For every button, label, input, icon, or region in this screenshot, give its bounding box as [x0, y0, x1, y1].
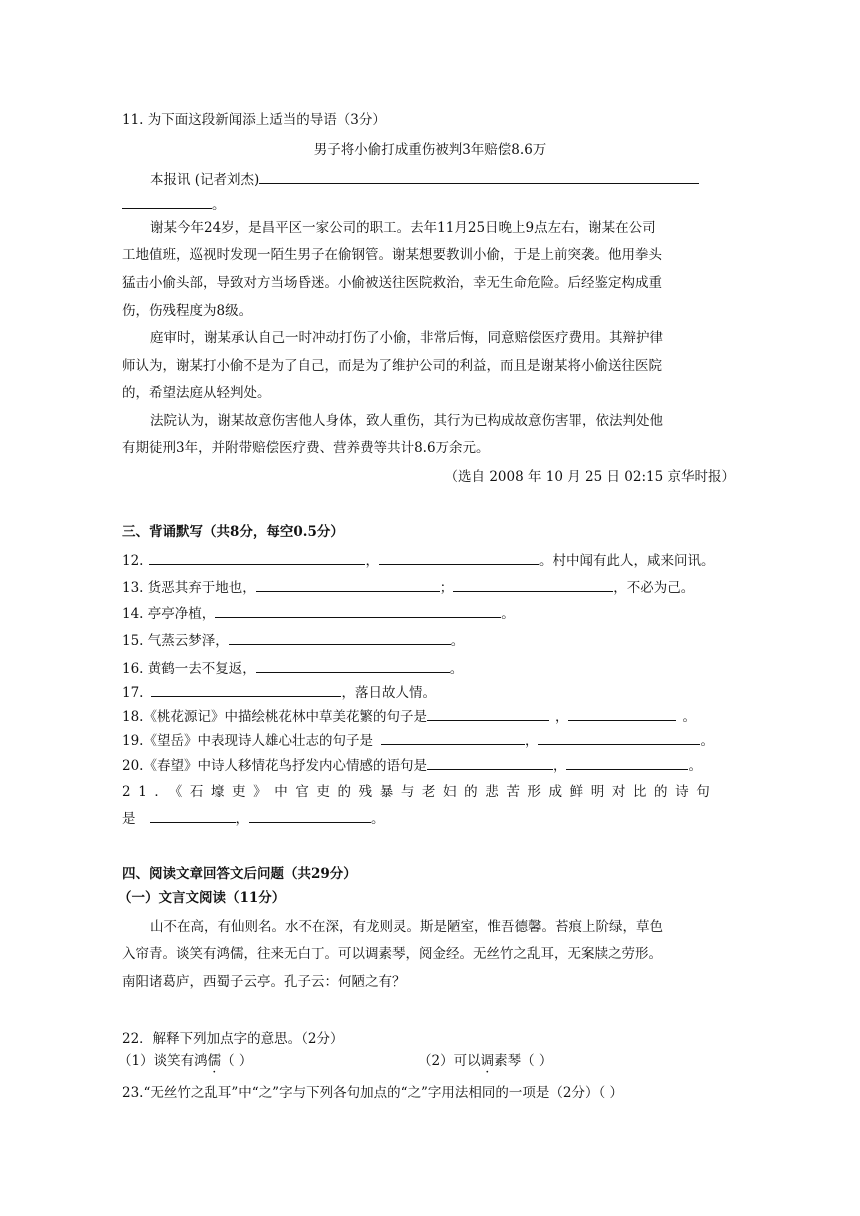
- news-paragraph-line: 的，希望法庭从轻判处。: [122, 385, 271, 401]
- passage-line: 入帘青。谈笑有鸿儒，往来无白丁。可以调素琴，阅金经。无丝竹之乱耳，无案牍之劳形。: [122, 946, 662, 962]
- q22-answer-1[interactable]: （ ）: [221, 1053, 253, 1069]
- q20: 20.《春望》中诗人移情花鸟抒发内心情感的语句是 ， 。: [122, 755, 702, 776]
- news-paragraph-line: 师认为，谢某打小偷不是为了自己，而是为了维护公司的利益，而且是谢某将小偷送往医院: [122, 358, 662, 374]
- section3-title: 三、背诵默写（共8分，每空0.5分）: [122, 524, 344, 540]
- news-paragraph-line: 工地值班，巡视时发现一陌生男子在偷钢管。谢某想要教训小偷，于是上前突袭。他用拳头: [122, 247, 662, 263]
- news-paragraph-line: 有期徒刑3年，并附带赔偿医疗费、营养费等共计8.6万余元。: [122, 440, 490, 456]
- period: 。: [212, 197, 226, 213]
- q13-blank-2[interactable]: [453, 577, 613, 592]
- passage-line: 南阳诸葛庐，西蜀子云亭。孔子云：何陋之有？: [122, 974, 406, 990]
- q19-blank-2[interactable]: [538, 730, 700, 745]
- q22-item-1: （1）谈笑有鸿儒（ ）: [118, 1053, 253, 1069]
- q20-blank-1[interactable]: [427, 755, 553, 770]
- dotted-char: 调: [480, 1053, 495, 1069]
- q21-blank-1[interactable]: [150, 808, 236, 823]
- q12-blank-2[interactable]: [379, 550, 539, 565]
- news-paragraph-line: 伤，伤残程度为8级。: [122, 303, 253, 319]
- q18-blank-1[interactable]: [427, 706, 549, 721]
- q21-line-1: 21．《石壕吏》中官吏的残暴与老妇的悲苦形成鲜明对比的诗句: [122, 784, 718, 800]
- q18: 18.《桃花源记》中描绘桃花林中草美花繁的句子是 ， 。: [122, 706, 696, 727]
- news-paragraph-line: 庭审时，谢某承认自己一时冲动打伤了小偷，非常后悔，同意赔偿医疗费用。其辩护律: [150, 330, 663, 346]
- q18-blank-2[interactable]: [568, 706, 676, 721]
- q11-blank-line-2: [122, 194, 226, 215]
- q13: 13. 货恶其弃于地也， ； ，不必为己。: [122, 577, 694, 598]
- news-headline: 男子将小偷打成重伤被判3年赔偿8.6万: [313, 142, 547, 158]
- q14-blank[interactable]: [215, 603, 501, 618]
- news-paragraph-line: 猛击小偷头部，导致对方当场昏迷。小偷被送往医院救治，幸无生命危险。后经鉴定构成重: [122, 275, 662, 291]
- q13-blank-1[interactable]: [256, 577, 440, 592]
- q22-prompt: 22．解释下列加点字的意思。（2分）: [122, 1031, 344, 1047]
- q12-blank-1[interactable]: [149, 550, 365, 565]
- section4-sub1: （一）文言文阅读（11分）: [118, 890, 286, 906]
- q23-prompt: 23.“无丝竹之乱耳”中“之”字与下列各句加点的“之”字用法相同的一项是（2分）（ ）: [122, 1085, 624, 1101]
- q22-item-2: （2）可以调素琴（ ）: [418, 1053, 553, 1069]
- byline: 本报讯 (记者刘杰): [150, 172, 260, 188]
- q17-blank[interactable]: [151, 682, 341, 697]
- news-paragraph-line: 法院认为，谢某故意伤害他人身体，致人重伤，其行为已构成故意伤害罪，依法判处他: [150, 413, 663, 429]
- q15-blank[interactable]: [229, 630, 451, 645]
- q19-blank-1[interactable]: [381, 730, 525, 745]
- q12: 12. ， 。村中闻有此人，咸来问讯。: [122, 550, 714, 571]
- lead-blank-2[interactable]: [122, 194, 212, 209]
- passage-line: 山不在高，有仙则名。水不在深，有龙则灵。斯是陋室，惟吾德馨。苔痕上阶绿，草色: [150, 919, 663, 935]
- lead-blank-1[interactable]: [259, 169, 699, 184]
- q21-blank-2[interactable]: [249, 808, 371, 823]
- q11-byline-line: [150, 169, 699, 190]
- q14: 14. 亭亭净植， 。: [122, 603, 515, 624]
- q20-blank-2[interactable]: [566, 755, 688, 770]
- news-paragraph-line: 谢某今年24岁，是昌平区一家公司的职工。去年11月25日晚上9点左右，谢某在公司: [150, 220, 656, 236]
- section4-title: 四、阅读文章回答文后问题（共29分）: [122, 866, 357, 882]
- q19: 19.《望岳》中表现诗人雄心壮志的句子是 ， 。: [122, 730, 714, 751]
- q22-answer-2[interactable]: 素琴（ ）: [494, 1053, 553, 1069]
- news-source: （选自 2008 年 10 月 25 日 02:15 京华时报）: [444, 469, 735, 485]
- q21-line-2: 是 ， 。: [122, 808, 385, 829]
- q17: 17. ，落日故人情。: [122, 682, 436, 703]
- q16-blank[interactable]: [256, 658, 450, 673]
- q11-prompt: 11. 为下面这段新闻添上适当的导语（3分）: [122, 112, 386, 128]
- dotted-char: 儒: [207, 1053, 222, 1069]
- q16: 16. 黄鹤一去不复返， 。: [122, 658, 463, 679]
- q15: 15. 气蒸云梦泽， 。: [122, 630, 464, 651]
